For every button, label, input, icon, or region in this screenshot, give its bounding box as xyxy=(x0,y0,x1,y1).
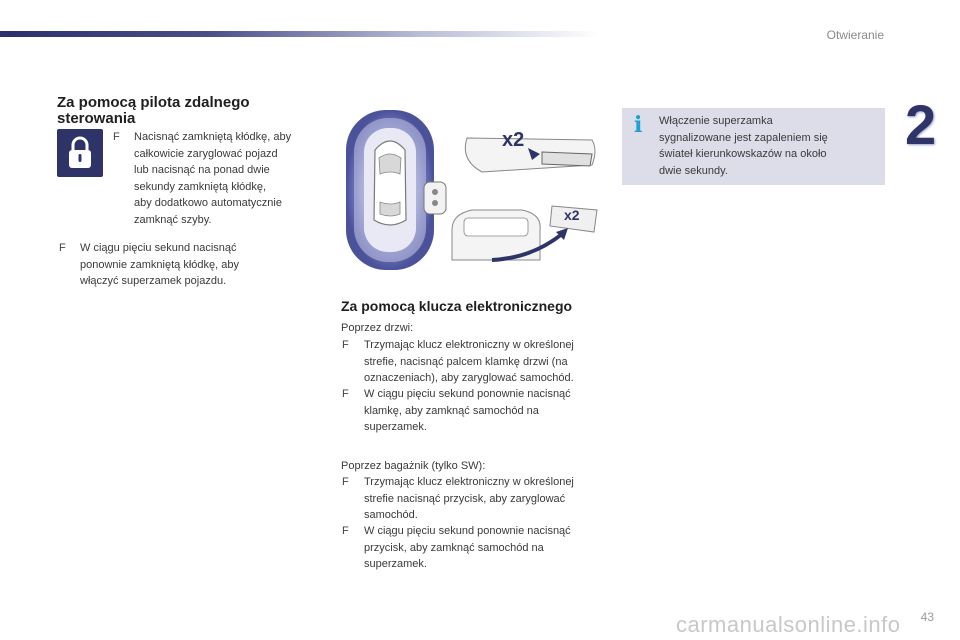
remote-title-line2: sterowania xyxy=(57,110,136,127)
keyless-section-title: Za pomocą klucza elektronicznego xyxy=(341,298,573,314)
remote-item-1 xyxy=(134,129,291,228)
watermark: carmanualsonline.info xyxy=(676,612,901,637)
trunk-intro: Poprzez bagażnik (tylko SW): xyxy=(341,460,486,472)
chapter-number: 2 xyxy=(905,93,937,156)
bullet-marker: F xyxy=(59,242,66,254)
text-line: całkowicie zaryglować pojazd xyxy=(134,147,278,160)
x2-bottom-label: x2 xyxy=(564,207,580,223)
bullet-marker: F xyxy=(342,388,349,400)
text-line: zamknąć szyby. xyxy=(134,213,212,226)
lock-icon xyxy=(57,129,103,177)
text-line: superzamek. xyxy=(364,421,427,433)
text-line: W ciągu pięciu sekund nacisnąć xyxy=(80,242,237,254)
remote-section-title xyxy=(57,95,250,127)
header-gradient-bar xyxy=(0,31,600,37)
door-intro: Poprzez drzwi: xyxy=(341,322,414,334)
text-line: W ciągu pięciu sekund ponownie nacisnąć xyxy=(364,525,571,537)
text-line: sekundy zamkniętą kłódkę, xyxy=(134,180,267,193)
remote-title-line1: Za pomocą pilota zdalnego xyxy=(57,94,250,111)
text-line: ponownie zamkniętą kłódkę, aby xyxy=(80,258,239,271)
text-line: strefie nacisnąć przycisk, aby zaryglować xyxy=(364,492,566,505)
remote-item-2 xyxy=(80,240,239,290)
page-number: 43 xyxy=(920,610,934,624)
text-line: Nacisnąć zamkniętą kłódkę, aby xyxy=(134,131,292,143)
text-line: Trzymając klucz elektroniczny w określonej xyxy=(364,476,574,488)
info-box xyxy=(622,108,885,185)
keyless-illustration xyxy=(342,110,604,272)
trunk-item-2 xyxy=(364,523,571,573)
text-line: oznaczeniach), aby zaryglować samochód. xyxy=(364,372,574,384)
text-line: dwie sekundy. xyxy=(659,164,728,177)
text-line: lub nacisnąć na ponad dwie xyxy=(134,164,270,176)
bullet-marker: F xyxy=(342,339,349,351)
info-text xyxy=(659,113,828,179)
door-item-1 xyxy=(364,337,574,387)
text-line: samochód. xyxy=(364,509,418,521)
text-line: przycisk, aby zamknąć samochód na xyxy=(364,541,544,554)
bullet-marker: F xyxy=(113,131,120,143)
text-line: Trzymając klucz elektroniczny w określonej xyxy=(364,339,574,351)
x2-top-label: x2 xyxy=(502,129,525,151)
section-title: Otwieranie xyxy=(826,28,884,42)
bullet-marker: F xyxy=(342,525,349,537)
text-line: aby dodatkowo automatycznie xyxy=(134,197,282,209)
door-item-2 xyxy=(364,386,571,436)
text-line: klamkę, aby zamknąć samochód na xyxy=(364,404,539,417)
text-line: włączyć superzamek pojazdu. xyxy=(80,275,227,287)
info-icon: i xyxy=(634,112,643,138)
bullet-marker: F xyxy=(342,476,349,488)
text-line: sygnalizowane jest zapaleniem się xyxy=(659,131,828,144)
text-line: superzamek. xyxy=(364,558,427,570)
trunk-item-1 xyxy=(364,474,574,524)
text-line: Włączenie superzamka xyxy=(659,115,773,127)
text-line: W ciągu pięciu sekund ponownie nacisnąć xyxy=(364,388,571,400)
text-line: strefie, nacisnąć palcem klamkę drzwi (na xyxy=(364,355,568,368)
text-line: świateł kierunkowskazów na około xyxy=(659,148,827,160)
